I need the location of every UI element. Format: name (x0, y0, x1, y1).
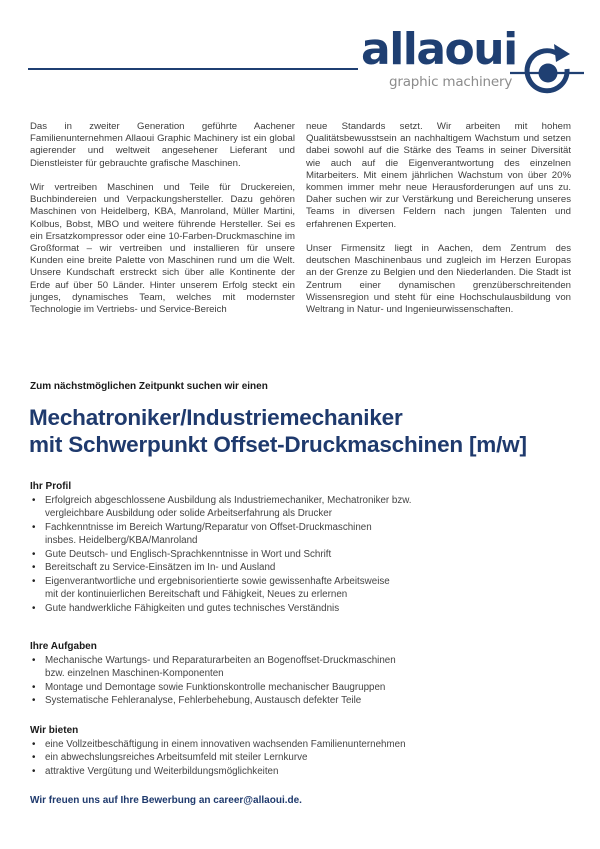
section-heading: Ihr Profil (30, 481, 72, 492)
bullet-icon: • (32, 752, 36, 763)
bullet-icon: • (32, 521, 36, 533)
list-item: • Erfolgreich abgeschlossene Ausbildung als Industriemechaniker, Mechatroniker bzw. vergleichbare Ausbildung oder solide Arbeitserfahrung als Drucker (32, 494, 412, 519)
header-divider-line (28, 68, 358, 70)
list-item: • Systematische Fehleranalyse, Fehlerbehebung, Austausch defekter Teile (32, 695, 362, 706)
bullet-icon: • (32, 494, 36, 506)
section-aufgaben (30, 640, 550, 708)
bullet-list (30, 654, 550, 708)
section-profil (30, 480, 550, 615)
list-item: • Eigenverantwortliche und ergebnisorientierte sowie gewissenhafte Arbeitsweise mit der kontinuierlichen Bereitschaft und Fähigkeit, Neues zu erlernen (32, 575, 390, 600)
list-item: • Gute handwerkliche Fähigkeiten und gutes technisches Verständnis (32, 602, 340, 614)
bullet-icon: • (32, 654, 36, 666)
paragraph: Das in zweiter Generation geführte Aachener Familienunternehmen Allaoui Graphic Machinery ist ein global agierender und weltweit angesehener Lieferant und Dienstleister für gebrauchte grafische Maschinen. (30, 121, 295, 169)
paragraph: Wir vertreiben Maschinen und Teile für Druckereien, Buchbindereien und Verpackungshersteller. Dazu gehören Maschinen von Heidelberg, KBA, Manroland, Müller Martini, Kolbus, Bobst, MBO und weitere führende Hersteller. Sei es ein Ersatzkompressor oder eine 10-Farben-Druckmaschine im Großformat – wir vertreiben und installieren für unsere Kunden eine breite Palette von Maschinen rund um die Welt. Unsere Kundschaft erstreckt sich über alle Kontinente der Erde auf über 50 Länder. Hinter unserem Erfolg steckt ein junges, dynamisches Team, welches mit modernster Technologie im Vertriebs- und Service-Bereich (30, 182, 295, 316)
paragraph: neue Standards setzt. Wir arbeiten mit hohem Qualitätsbewusstsein an nachhaltigem Wachstum und setzen dabei sowohl auf die Stärke des Teams in seiner Diversität wie auch auf die Eigenverantwortung des einzelnen Mitarbeiters. Mit einem jährlichen Wachstum von über 20% kommen immer mehr neue Herausforderungen auf uns zu. Daher suchen wir zur Verstärkung und Bereicherung unseres Teams in diversen Feldern nach jungen Talenten und erfahrenen Experten. (306, 121, 571, 230)
section-heading: Wir bieten (30, 725, 79, 736)
bullet-list (30, 494, 550, 616)
application-contact: Wir freuen uns auf Ihre Bewerbung an career@allaoui.de. (30, 795, 302, 806)
list-item: • ein abwechslungsreiches Arbeitsumfeld mit steiler Lernkurve (32, 752, 308, 763)
paragraph: Unser Firmensitz liegt in Aachen, dem Zentrum des deutschen Maschinenbaus und zugleich im Herzen Europas an der Grenze zu Belgien und den Niederlanden. Die Stadt ist Zentrum einer dynamischen grenzüberschreitenden Wissensregion und steht für eine Hochschulausbildung von Weltrang in Natur- und Ingenieurwissenschaften. (306, 243, 571, 316)
bullet-icon: • (32, 548, 36, 560)
job-title-line1: Mechatroniker/Industriemechaniker (29, 405, 403, 430)
circular-arrow-target-icon (510, 38, 590, 98)
list-item: • eine Vollzeitbeschäftigung in einem innovativen wachsenden Familienunternehmen (32, 738, 406, 750)
logo-subtitle: graphic machinery (389, 74, 513, 90)
bullet-icon: • (32, 681, 36, 693)
bullet-icon: • (32, 765, 36, 777)
section-bieten (30, 724, 550, 778)
bullet-list (30, 738, 550, 779)
list-item: • Mechanische Wartungs- und Reparaturarbeiten an Bogenoffset-Druckmaschinen bzw. einzelnen Maschinen-Komponenten (32, 654, 396, 679)
list-item: • Bereitschaft zu Service-Einsätzen im In- und Ausland (32, 562, 276, 573)
job-title (29, 404, 527, 458)
company-text-left-column (30, 121, 295, 328)
logo-wordmark: allaoui (361, 24, 517, 75)
bullet-icon: • (32, 575, 36, 587)
bullet-icon: • (32, 695, 36, 706)
job-title-line2: mit Schwerpunkt Offset-Druckmaschinen [m/w] (29, 432, 527, 457)
section-heading: Ihre Aufgaben (30, 641, 97, 652)
bullet-icon: • (32, 562, 36, 573)
list-item: • Montage und Demontage sowie Funktionskontrolle mechanischer Baugruppen (32, 681, 386, 693)
job-intro: Zum nächstmöglichen Zeitpunkt suchen wir einen (30, 381, 268, 392)
company-text-right-column (306, 121, 571, 328)
list-item: • attraktive Vergütung und Weiterbildungsmöglichkeiten (32, 765, 279, 777)
list-item: • Fachkenntnisse im Bereich Wartung/Reparatur von Offset-Druckmaschinen insbes. Heidelberg/KBA/Manroland (32, 521, 372, 546)
bullet-icon: • (32, 602, 36, 614)
list-item: • Gute Deutsch- und Englisch-Sprachkenntnisse in Wort und Schrift (32, 548, 332, 560)
bullet-icon: • (32, 738, 36, 750)
